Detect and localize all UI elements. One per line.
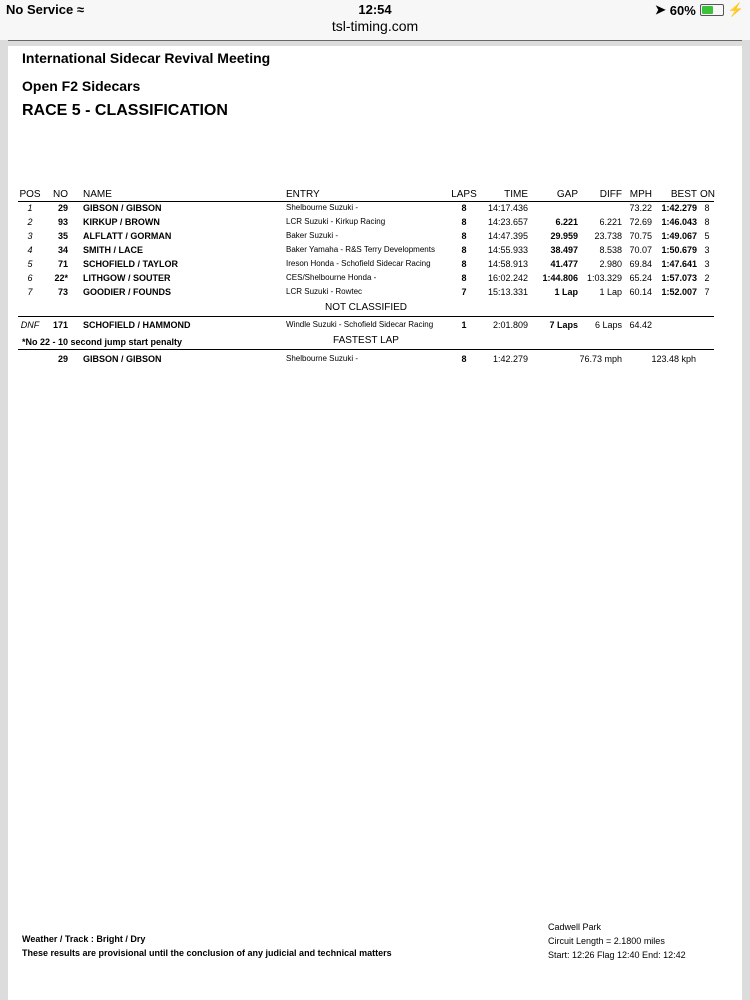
cell-on: 3: [704, 245, 710, 255]
cell-best: 1:50.679: [661, 245, 697, 255]
cell-no: 71: [57, 259, 68, 269]
cell-gap: 1:44.806: [542, 273, 578, 283]
not-classified-body: [18, 316, 714, 333]
fastest-mph: 76.73 mph: [579, 354, 622, 364]
cell-pos: 4: [27, 245, 33, 255]
cell-time: 15:13.331: [487, 287, 528, 297]
fastest-lap-row: [18, 353, 714, 367]
cell-on: 3: [704, 259, 710, 269]
cell-diff: 1:03.329: [586, 273, 622, 283]
cell-pos: 6: [27, 273, 33, 283]
cell-on: 5: [704, 231, 710, 241]
cell-best: 1:46.043: [661, 217, 697, 227]
cell-pos: 1: [27, 203, 33, 213]
header-no: NO: [53, 189, 68, 200]
cell-mph: 70.75: [629, 231, 652, 241]
cell-mph: 72.69: [629, 217, 652, 227]
wifi-icon: ≈: [76, 2, 84, 17]
cell-best: 1:42.279: [661, 203, 697, 213]
cell-entry: Ireson Honda - Schofield Sidecar Racing: [286, 259, 431, 268]
cell-best: 1:57.073: [661, 273, 697, 283]
cell-gap: 41.477: [550, 259, 578, 269]
cell-gap: 7 Laps: [549, 320, 578, 330]
header-diff: DIFF: [599, 189, 622, 200]
cell-no: 34: [57, 245, 68, 255]
fastest-laps: 8: [461, 354, 467, 364]
fastest-time: 1:42.279: [492, 354, 528, 364]
cell-diff: 2.980: [599, 259, 622, 269]
header-on: ON: [700, 189, 715, 200]
race-title: RACE 5 - CLASSIFICATION: [22, 102, 228, 119]
battery-percent: 60%: [669, 2, 696, 18]
table-header: [18, 188, 714, 202]
cell-name: LITHGOW / SOUTER: [83, 273, 171, 283]
circuit-name: Cadwell Park: [548, 922, 602, 932]
cell-gap: 6.221: [555, 217, 578, 227]
fastest-name: GIBSON / GIBSON: [83, 354, 162, 364]
penalty-footnote: *No 22 - 10 second jump start penalty: [22, 337, 183, 347]
provisional-note: These results are provisional until the conclusion of any judicial and technical matters: [22, 948, 392, 958]
header-best: BEST: [670, 189, 697, 200]
table-row: [18, 230, 714, 244]
cell-best: 1:52.007: [661, 287, 697, 297]
cell-laps: 8: [461, 203, 467, 213]
cell-name: ALFLATT / GORMAN: [83, 231, 172, 241]
cell-on: 7: [704, 287, 710, 297]
cell-mph: 64.42: [629, 320, 652, 330]
header-gap: GAP: [556, 189, 578, 200]
header-time: TIME: [504, 189, 528, 200]
cell-time: 2:01.809: [492, 320, 528, 330]
cell-best: 1:49.067: [661, 231, 697, 241]
cell-entry: Shelbourne Suzuki -: [286, 203, 359, 212]
cell-gap: 38.497: [550, 245, 578, 255]
cell-laps: 8: [461, 273, 467, 283]
cell-laps: 8: [461, 217, 467, 227]
cell-name: SCHOFIELD / HAMMOND: [83, 320, 191, 330]
cell-entry: LCR Suzuki - Kirkup Racing: [286, 217, 386, 226]
cell-mph: 60.14: [629, 287, 652, 297]
battery-icon: [700, 4, 724, 16]
location-arrow-icon: ➤: [654, 2, 666, 17]
cell-laps: 8: [461, 259, 467, 269]
fastest-lap-label: FASTEST LAP: [18, 333, 714, 350]
top-divider: [8, 40, 742, 41]
table-row: [18, 286, 714, 300]
carrier-status: No Service ≈: [6, 2, 84, 17]
cell-name: KIRKUP / BROWN: [83, 217, 160, 227]
cell-on: 8: [704, 217, 710, 227]
cell-name: SMITH / LACE: [83, 245, 143, 255]
cell-laps: 1: [461, 320, 467, 330]
cell-pos: 5: [27, 259, 33, 269]
cell-diff: 23.738: [594, 231, 622, 241]
battery-area: [655, 2, 744, 18]
cell-diff: 1 Lap: [599, 287, 622, 297]
status-bar: [0, 0, 750, 20]
cell-name: SCHOFIELD / TAYLOR: [83, 259, 179, 269]
cell-pos: 2: [27, 217, 33, 227]
not-classified-label: NOT CLASSIFIED: [324, 302, 408, 313]
header-laps: LAPS: [451, 189, 477, 200]
battery-fill: [702, 6, 713, 14]
class-title: Open F2 Sidecars: [22, 78, 141, 94]
cell-laps: 7: [461, 287, 467, 297]
table-row: [18, 258, 714, 272]
cell-entry: Baker Suzuki -: [286, 231, 339, 240]
cell-gap: 29.959: [550, 231, 578, 241]
table-row: [18, 272, 714, 286]
header-mph: MPH: [629, 189, 652, 200]
table-row: [18, 244, 714, 258]
charging-icon: ⚡: [727, 2, 744, 17]
cell-no: 93: [57, 217, 68, 227]
circuit-length: Circuit Length = 2.1800 miles: [548, 936, 665, 946]
fastest-entry: Shelbourne Suzuki -: [286, 354, 359, 363]
results-body: [18, 202, 714, 300]
table-row: [18, 319, 714, 333]
table-row: [18, 202, 714, 216]
cell-mph: 65.24: [629, 273, 652, 283]
cell-mph: 69.84: [629, 259, 652, 269]
cell-no: 171: [52, 320, 68, 330]
cell-no: 22*: [54, 273, 68, 283]
cell-time: 14:47.395: [487, 231, 528, 241]
cell-pos: 3: [27, 231, 33, 241]
cell-laps: 8: [461, 245, 467, 255]
cell-time: 14:58.913: [487, 259, 528, 269]
cell-pos: 7: [27, 287, 33, 297]
cell-time: 14:23.657: [487, 217, 528, 227]
fastest-no: 29: [57, 354, 68, 364]
cell-on: 2: [704, 273, 710, 283]
table-row: [18, 216, 714, 230]
address-bar[interactable]: [0, 18, 750, 40]
cell-mph: 73.22: [629, 203, 652, 213]
cell-on: 8: [704, 203, 710, 213]
header-name: NAME: [83, 189, 112, 200]
cell-no: 73: [57, 287, 68, 297]
cell-gap: 1 Lap: [554, 287, 578, 297]
cell-time: 14:55.933: [487, 245, 528, 255]
cell-entry: Baker Yamaha - R&S Terry Developments: [286, 245, 435, 254]
cell-entry: CES/Shelbourne Honda -: [286, 273, 377, 282]
cell-name: GOODIER / FOUNDS: [83, 287, 172, 297]
cell-diff: 8.538: [599, 245, 622, 255]
cell-mph: 70.07: [629, 245, 652, 255]
clock: 12:54: [358, 2, 392, 17]
cell-diff: 6 Laps: [594, 320, 622, 330]
event-title: International Sidecar Revival Meeting: [22, 50, 271, 66]
cell-time: 14:17.436: [487, 203, 528, 213]
cell-no: 29: [57, 203, 68, 213]
session-times: Start: 12:26 Flag 12:40 End: 12:42: [548, 950, 686, 960]
cell-laps: 8: [461, 231, 467, 241]
header-entry: ENTRY: [286, 189, 320, 200]
cell-no: 35: [57, 231, 68, 241]
cell-best: 1:47.641: [661, 259, 697, 269]
cell-entry: Windle Suzuki - Schofield Sidecar Racing: [286, 320, 434, 329]
circuit-info: [548, 920, 686, 962]
cell-time: 16:02.242: [487, 273, 528, 283]
cell-name: GIBSON / GIBSON: [83, 203, 162, 213]
cell-diff: 6.221: [599, 217, 622, 227]
header-pos: POS: [19, 189, 41, 200]
cell-pos: DNF: [20, 320, 40, 330]
fastest-kph: 123.48 kph: [651, 354, 696, 364]
cell-entry: LCR Suzuki - Rowtec: [286, 287, 363, 296]
weather-note: Weather / Track : Bright / Dry: [22, 934, 146, 944]
url-text[interactable]: tsl-timing.com: [331, 18, 419, 34]
